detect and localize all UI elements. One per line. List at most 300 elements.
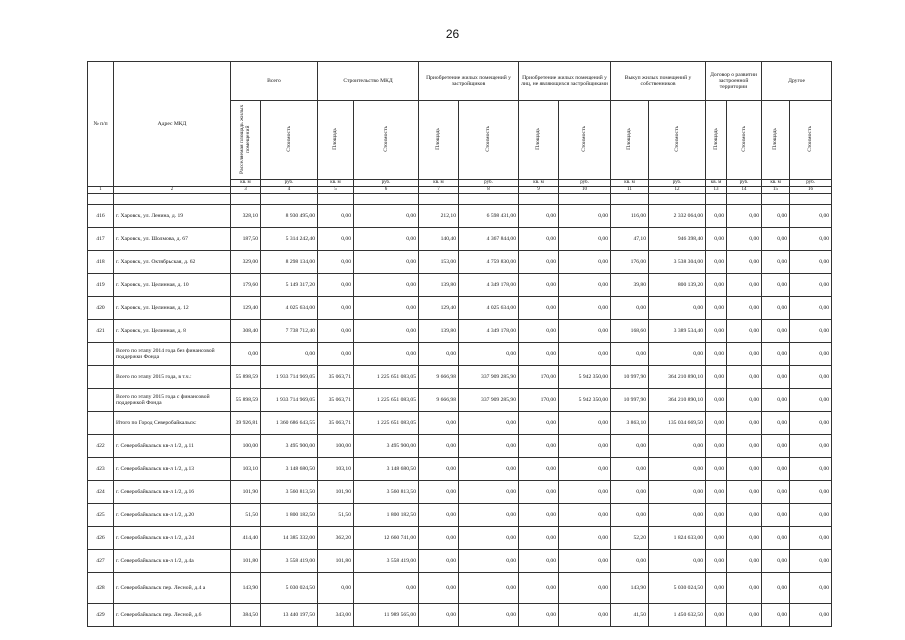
value-cell: 0,00: [762, 435, 790, 458]
value-cell: 0,00: [790, 205, 832, 228]
unit-cell: кв. м: [762, 180, 790, 187]
value-cell: 5 030 024,50: [649, 573, 706, 604]
value-cell: 3 148 680,50: [354, 458, 419, 481]
header-sub-label: Стоимость: [485, 126, 492, 152]
value-cell: 0,00: [611, 435, 649, 458]
value-cell: 0,00: [727, 343, 762, 366]
header-sub-label: Стоимость: [382, 126, 389, 152]
value-cell: 143,90: [611, 573, 649, 604]
value-cell: 101,80: [318, 550, 354, 573]
value-cell: 1 933 714 969,05: [261, 366, 318, 389]
row-number: 425: [88, 504, 114, 527]
header-sub-label: Площадь: [712, 128, 719, 150]
value-cell: 6 598 431,00: [459, 205, 519, 228]
unit-cell: кв. м: [231, 180, 261, 187]
header-sub-col-6: [354, 101, 419, 180]
value-cell: 0,00: [559, 458, 611, 481]
value-cell: 0,00: [762, 343, 790, 366]
value-cell: 0,00: [419, 481, 459, 504]
row-address: г. Северобайкальск кв-л 1/2, д.20: [114, 504, 231, 527]
unit-cell: кв. м: [519, 180, 559, 187]
value-cell: 0,00: [790, 274, 832, 297]
value-cell: 4 349 178,00: [459, 274, 519, 297]
value-cell: 12 660 741,00: [354, 527, 419, 550]
header-sub-col-4: [261, 101, 318, 180]
value-cell: 0,00: [261, 343, 318, 366]
value-cell: 10 997,90: [611, 366, 649, 389]
value-cell: 0,00: [762, 573, 790, 604]
value-cell: 0,00: [559, 527, 611, 550]
column-number-cell: 3: [231, 187, 261, 194]
value-cell: 0,00: [519, 228, 559, 251]
value-cell: 0,00: [519, 412, 559, 435]
value-cell: 3 558 419,00: [354, 550, 419, 573]
value-cell: 129,40: [419, 297, 459, 320]
column-number-cell: 6: [354, 187, 419, 194]
row-address: г. Харовск, ул. Целинная, д. 12: [114, 297, 231, 320]
value-cell: 3 495 900,00: [354, 435, 419, 458]
header-num: № п/п: [88, 62, 114, 187]
value-cell: 3 560 813,50: [261, 481, 318, 504]
value-cell: 187,50: [231, 228, 261, 251]
spacer-cell: [261, 194, 318, 205]
header-sub-col-5: [318, 101, 354, 180]
value-cell: 3 538 304,00: [649, 251, 706, 274]
column-number-cell: 10: [559, 187, 611, 194]
value-cell: 0,00: [706, 604, 727, 627]
column-number-cell: 4: [261, 187, 318, 194]
column-number-cell: 13: [706, 187, 727, 194]
row-address: Всего по этапу 2015 года, в т.ч.:: [114, 366, 231, 389]
value-cell: 0,00: [762, 274, 790, 297]
value-cell: 0,00: [727, 458, 762, 481]
value-cell: 0,00: [519, 604, 559, 627]
table-row: [88, 274, 832, 297]
value-cell: 0,00: [559, 412, 611, 435]
value-cell: 0,00: [706, 251, 727, 274]
value-cell: 129,40: [231, 297, 261, 320]
value-cell: 337 909 285,90: [459, 389, 519, 412]
value-cell: 0,00: [762, 320, 790, 343]
unit-cell: руб.: [790, 180, 832, 187]
table-row: [88, 604, 832, 627]
row-address: г. Харовск, ул. Октябрьская, д. 62: [114, 251, 231, 274]
value-cell: 0,00: [649, 481, 706, 504]
value-cell: 0,00: [318, 343, 354, 366]
column-number-cell: 9: [519, 187, 559, 194]
row-number: 423: [88, 458, 114, 481]
value-cell: 0,00: [790, 412, 832, 435]
header-sub-label: Стоимость: [673, 126, 680, 152]
value-cell: 0,00: [559, 550, 611, 573]
value-cell: 0,00: [318, 251, 354, 274]
value-cell: 0,00: [649, 297, 706, 320]
table-row: [88, 481, 832, 504]
column-number-cell: 15: [762, 187, 790, 194]
value-cell: 0,00: [762, 504, 790, 527]
value-cell: 1 933 714 969,05: [261, 389, 318, 412]
value-cell: 0,00: [559, 343, 611, 366]
row-address: г. Харовск, ул. Шолмова, д. 67: [114, 228, 231, 251]
spacer-cell: [459, 194, 519, 205]
table-row: [88, 458, 832, 481]
value-cell: 0,00: [354, 205, 419, 228]
value-cell: 2 332 064,00: [649, 205, 706, 228]
column-number-cell: 7: [419, 187, 459, 194]
value-cell: 0,00: [790, 366, 832, 389]
row-number: 416: [88, 205, 114, 228]
value-cell: 364 210 890,10: [649, 389, 706, 412]
row-number: 427: [88, 550, 114, 573]
value-cell: 0,00: [762, 550, 790, 573]
value-cell: 0,00: [790, 604, 832, 627]
value-cell: 0,00: [611, 297, 649, 320]
value-cell: 103,10: [231, 458, 261, 481]
value-cell: 0,00: [762, 481, 790, 504]
spacer-row: [88, 194, 832, 205]
value-cell: 0,00: [790, 481, 832, 504]
unit-cell: руб.: [727, 180, 762, 187]
header-sub-col-9: [519, 101, 559, 180]
spacer-cell: [706, 194, 727, 205]
value-cell: 3 389 534,40: [649, 320, 706, 343]
value-cell: 0,00: [559, 320, 611, 343]
value-cell: 0,00: [559, 481, 611, 504]
value-cell: 0,00: [419, 550, 459, 573]
value-cell: 55 898,59: [231, 366, 261, 389]
value-cell: 0,00: [459, 481, 519, 504]
value-cell: 0,00: [762, 366, 790, 389]
row-address: г. Харовск, ул. Целинная, д. 10: [114, 274, 231, 297]
spacer-cell: [88, 194, 114, 205]
value-cell: 101,90: [318, 481, 354, 504]
value-cell: 0,00: [706, 389, 727, 412]
value-cell: 329,00: [231, 251, 261, 274]
value-cell: 103,10: [318, 458, 354, 481]
value-cell: 0,00: [519, 504, 559, 527]
value-cell: 1 800 182,50: [354, 504, 419, 527]
unit-cell: руб.: [459, 180, 519, 187]
value-cell: 0,00: [611, 550, 649, 573]
value-cell: 0,00: [790, 527, 832, 550]
value-cell: 0,00: [727, 297, 762, 320]
table-row: [88, 412, 832, 435]
header-sub-col-3: [231, 101, 261, 180]
value-cell: 0,00: [519, 343, 559, 366]
value-cell: 0,00: [318, 205, 354, 228]
value-cell: 0,00: [790, 228, 832, 251]
value-cell: 0,00: [706, 297, 727, 320]
value-cell: 0,00: [611, 481, 649, 504]
value-cell: 0,00: [706, 573, 727, 604]
value-cell: 0,00: [706, 366, 727, 389]
header-group-other: Другое: [762, 62, 832, 101]
value-cell: 35 063,71: [318, 389, 354, 412]
header-sub-col-10: [559, 101, 611, 180]
value-cell: 0,00: [790, 435, 832, 458]
value-cell: 0,00: [459, 550, 519, 573]
value-cell: 10 997,90: [611, 389, 649, 412]
value-cell: 0,00: [519, 320, 559, 343]
value-cell: 39,80: [611, 274, 649, 297]
value-cell: 170,00: [519, 366, 559, 389]
value-cell: 0,00: [762, 389, 790, 412]
value-cell: 0,00: [790, 573, 832, 604]
value-cell: 3 558 419,00: [261, 550, 318, 573]
row-address: Всего по этапу 2014 года без финансовой поддержки Фонда: [114, 343, 231, 366]
header-sub-label: Стоимость: [740, 126, 747, 152]
value-cell: 139,80: [419, 320, 459, 343]
value-cell: 55 898,59: [231, 389, 261, 412]
row-number: 418: [88, 251, 114, 274]
value-cell: 101,90: [231, 481, 261, 504]
value-cell: 0,00: [706, 550, 727, 573]
table-row: [88, 435, 832, 458]
value-cell: 8 298 134,00: [261, 251, 318, 274]
value-cell: 101,80: [231, 550, 261, 573]
resettlement-table: [87, 61, 832, 627]
value-cell: 0,00: [706, 343, 727, 366]
value-cell: 0,00: [762, 205, 790, 228]
row-number: 429: [88, 604, 114, 627]
value-cell: 4 367 844,00: [459, 228, 519, 251]
header-sub-label: Стоимость: [285, 126, 292, 152]
value-cell: 0,00: [459, 504, 519, 527]
value-cell: 4 759 830,00: [459, 251, 519, 274]
unit-cell: руб.: [649, 180, 706, 187]
row-number: [88, 366, 114, 389]
unit-cell: кв. м: [706, 180, 727, 187]
value-cell: 328,10: [231, 205, 261, 228]
value-cell: 0,00: [727, 205, 762, 228]
value-cell: 3 560 813,50: [354, 481, 419, 504]
row-number: [88, 412, 114, 435]
value-cell: 0,00: [519, 481, 559, 504]
value-cell: 212,10: [419, 205, 459, 228]
value-cell: 1 360 686 643,55: [261, 412, 318, 435]
value-cell: 0,00: [762, 412, 790, 435]
header-sub-col-13: [706, 101, 727, 180]
value-cell: 35 063,71: [318, 412, 354, 435]
row-address: г. Северобайкальск кв-л 1/2, д.4а: [114, 550, 231, 573]
table-row: [88, 389, 832, 412]
value-cell: 7 738 712,40: [261, 320, 318, 343]
header-group-total: Всего: [231, 62, 318, 101]
value-cell: 179,60: [231, 274, 261, 297]
header-sub-col-8: [459, 101, 519, 180]
header-group-developers: Приобретение жилых помещений у застройщиков: [419, 62, 519, 101]
value-cell: 0,00: [649, 435, 706, 458]
value-cell: 0,00: [354, 297, 419, 320]
value-cell: 0,00: [354, 228, 419, 251]
row-number: 419: [88, 274, 114, 297]
row-number: 424: [88, 481, 114, 504]
header-group-non-developers: Приобретение жилых помещений у лиц, не являющихся застройщиками: [519, 62, 611, 101]
value-cell: 0,00: [354, 343, 419, 366]
header-sub-col-12: [649, 101, 706, 180]
value-cell: 5 030 024,50: [261, 573, 318, 604]
value-cell: 0,00: [790, 297, 832, 320]
value-cell: 946 398,40: [649, 228, 706, 251]
header-sub-label: Площадь: [772, 128, 779, 150]
row-number: [88, 389, 114, 412]
value-cell: 1 225 651 083,05: [354, 389, 419, 412]
unit-cell: руб.: [354, 180, 419, 187]
row-address: Всего по этапу 2015 года с финансовой поддержкой Фонда: [114, 389, 231, 412]
value-cell: 0,00: [762, 297, 790, 320]
row-address: г. Северобайкальск кв-л 1/2, д.24: [114, 527, 231, 550]
value-cell: 11 989 565,00: [354, 604, 419, 627]
value-cell: 0,00: [790, 343, 832, 366]
row-number: 420: [88, 297, 114, 320]
value-cell: 0,00: [790, 458, 832, 481]
value-cell: 0,00: [790, 389, 832, 412]
value-cell: 0,00: [519, 205, 559, 228]
value-cell: 0,00: [354, 573, 419, 604]
value-cell: 0,00: [649, 504, 706, 527]
value-cell: 52,20: [611, 527, 649, 550]
row-address: г. Северобайкальск кв-л 1/2, д.13: [114, 458, 231, 481]
spacer-cell: [231, 194, 261, 205]
value-cell: 5 942 350,00: [559, 389, 611, 412]
value-cell: 0,00: [790, 251, 832, 274]
value-cell: 0,00: [519, 527, 559, 550]
row-address: г. Северобайкальск кв-л 1/2, д.11: [114, 435, 231, 458]
spacer-cell: [318, 194, 354, 205]
value-cell: 0,00: [559, 297, 611, 320]
header-sub-label: Расселяемая площадь жилых помещений: [239, 104, 252, 174]
value-cell: 153,00: [419, 251, 459, 274]
value-cell: 0,00: [519, 550, 559, 573]
value-cell: 0,00: [706, 527, 727, 550]
value-cell: 0,00: [318, 274, 354, 297]
value-cell: 0,00: [559, 205, 611, 228]
value-cell: 4 349 178,00: [459, 320, 519, 343]
table-row: [88, 550, 832, 573]
value-cell: 0,00: [459, 604, 519, 627]
value-cell: 0,00: [790, 320, 832, 343]
spacer-cell: [649, 194, 706, 205]
row-address: г. Северобайкальск пер. Лесной, д.4 а: [114, 573, 231, 604]
spacer-cell: [419, 194, 459, 205]
value-cell: 100,00: [318, 435, 354, 458]
value-cell: 308,40: [231, 320, 261, 343]
value-cell: 0,00: [727, 389, 762, 412]
value-cell: 800 139,20: [649, 274, 706, 297]
value-cell: 0,00: [762, 251, 790, 274]
row-address: г. Харовск, ул. Целинная, д. 8: [114, 320, 231, 343]
value-cell: 0,00: [706, 274, 727, 297]
value-cell: 0,00: [727, 366, 762, 389]
value-cell: 0,00: [559, 435, 611, 458]
header-sub-col-7: [419, 101, 459, 180]
value-cell: 0,00: [727, 435, 762, 458]
value-cell: 0,00: [419, 412, 459, 435]
value-cell: 135 034 669,50: [649, 412, 706, 435]
row-number: 426: [88, 527, 114, 550]
value-cell: 0,00: [762, 228, 790, 251]
column-number-cell: 16: [790, 187, 832, 194]
value-cell: 116,00: [611, 205, 649, 228]
value-cell: 0,00: [706, 504, 727, 527]
value-cell: 0,00: [762, 604, 790, 627]
value-cell: 0,00: [727, 504, 762, 527]
value-cell: 0,00: [706, 320, 727, 343]
header-group-development-contract: Договор о развитии застроенной территории: [706, 62, 762, 101]
value-cell: 0,00: [762, 527, 790, 550]
value-cell: 0,00: [706, 205, 727, 228]
value-cell: 0,00: [727, 320, 762, 343]
value-cell: 0,00: [459, 343, 519, 366]
value-cell: 139,80: [419, 274, 459, 297]
value-cell: 0,00: [790, 550, 832, 573]
spacer-cell: [762, 194, 790, 205]
value-cell: 0,00: [354, 320, 419, 343]
value-cell: 0,00: [611, 504, 649, 527]
value-cell: 170,00: [519, 389, 559, 412]
unit-cell: кв. м: [318, 180, 354, 187]
table-row: [88, 251, 832, 274]
value-cell: 5 149 317,20: [261, 274, 318, 297]
header-group-buyout: Выкуп жилых помещений у собственников: [611, 62, 706, 101]
value-cell: 1 800 182,50: [261, 504, 318, 527]
value-cell: 5 314 242,40: [261, 228, 318, 251]
value-cell: 0,00: [459, 435, 519, 458]
value-cell: 0,00: [231, 343, 261, 366]
header-sub-label: Площадь: [435, 128, 442, 150]
table-row: [88, 297, 832, 320]
value-cell: 0,00: [706, 412, 727, 435]
spacer-cell: [114, 194, 231, 205]
column-number-cell: 1: [88, 187, 114, 194]
row-number: 428: [88, 573, 114, 604]
table-row: [88, 504, 832, 527]
header-sub-col-11: [611, 101, 649, 180]
value-cell: 0,00: [727, 274, 762, 297]
table-row: [88, 573, 832, 604]
column-number-cell: 11: [611, 187, 649, 194]
column-number-cell: 14: [727, 187, 762, 194]
value-cell: 4 025 634,00: [459, 297, 519, 320]
header-sub-label: Площадь: [535, 128, 542, 150]
value-cell: 176,00: [611, 251, 649, 274]
row-number: [88, 343, 114, 366]
value-cell: 4 025 634,00: [261, 297, 318, 320]
value-cell: 0,00: [318, 297, 354, 320]
page-number: 26: [445, 27, 460, 41]
value-cell: 0,00: [519, 251, 559, 274]
value-cell: 0,00: [519, 297, 559, 320]
value-cell: 0,00: [727, 550, 762, 573]
row-number: 417: [88, 228, 114, 251]
column-number-cell: 5: [318, 187, 354, 194]
value-cell: 51,50: [231, 504, 261, 527]
value-cell: 0,00: [727, 527, 762, 550]
value-cell: 51,50: [318, 504, 354, 527]
value-cell: 384,50: [231, 604, 261, 627]
value-cell: 337 909 285,90: [459, 366, 519, 389]
table-row: [88, 366, 832, 389]
header-sub-label: Площадь: [332, 128, 339, 150]
value-cell: 0,00: [519, 458, 559, 481]
value-cell: 343,00: [318, 604, 354, 627]
column-number-cell: 12: [649, 187, 706, 194]
unit-cell: кв. м: [611, 180, 649, 187]
value-cell: 0,00: [519, 573, 559, 604]
value-cell: 47,10: [611, 228, 649, 251]
header-address: Адрес МКД: [114, 62, 231, 187]
column-number-cell: 8: [459, 187, 519, 194]
